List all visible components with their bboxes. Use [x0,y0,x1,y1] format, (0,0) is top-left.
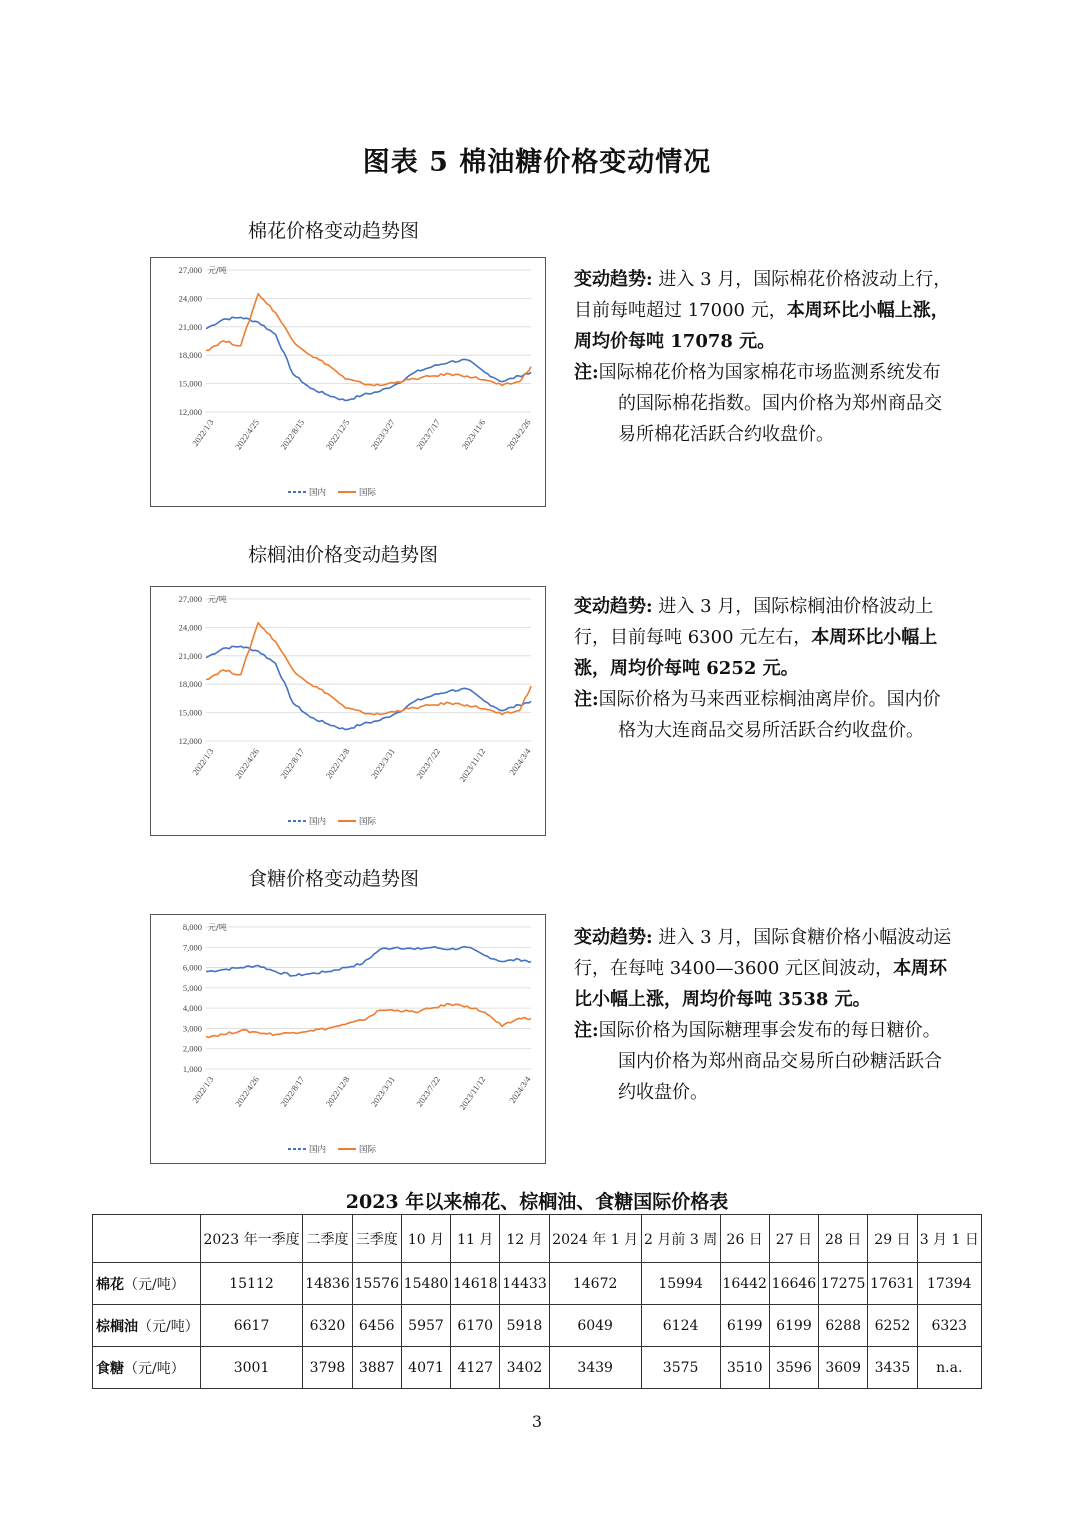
row-name: 食糖 [96,1360,124,1377]
sugar-note-text: 国际价格为国际糖理事会发布的每日糖价。国内价格为郑州商品交易所白砂糖活跃合约收盘价。 [598,1020,942,1103]
sugar-chart [150,914,546,1164]
table-title: 2023 年以来棉花、棕榈油、食糖国际价格表 [345,1191,729,1213]
table-header-cell: 29 日 [868,1215,917,1263]
table-cell: 5957 [401,1305,450,1347]
y-tick-label: 21,000 [178,650,202,661]
x-tick-label: 2022/1/3 [190,1074,216,1105]
series-line-domestic [206,646,531,729]
table-cell: 3798 [303,1347,352,1389]
palm-oil-description [574,591,952,746]
y-tick-label: 18,000 [178,679,202,690]
y-tick-label: 27,000 [178,265,202,275]
table-cell: 6199 [769,1305,818,1347]
table-header-cell: 2023 年一季度 [200,1215,303,1263]
table-cell: 6170 [451,1305,500,1347]
legend-label: 国际 [359,488,377,498]
sugar-trend-label: 变动趋势: [574,927,653,948]
table-cell: 14672 [549,1263,641,1305]
x-tick-label: 2022/4/25 [232,417,261,452]
table-header-row [93,1215,982,1263]
y-tick-label: 1,000 [182,1064,202,1074]
table-cell: 3575 [641,1347,720,1389]
series-line-international [206,1004,531,1038]
x-tick-label: 2022/12/8 [323,1074,352,1109]
y-tick-label: 24,000 [178,293,202,304]
x-tick-label: 2023/3/27 [368,417,397,452]
y-tick-label: 15,000 [178,707,202,718]
page-title: 图表 5 棉油糖价格变动情况 [362,147,712,178]
x-tick-label: 2022/12/8 [323,746,352,781]
x-tick-label: 2023/11/12 [457,746,488,784]
series-line-domestic [206,317,531,400]
legend-label: 国内 [309,488,327,498]
table-header-cell: 26 日 [720,1215,769,1263]
sugar-trend-bold: 本周环比小幅上涨，周均价每吨 3538 元。 [574,958,948,1010]
y-tick-label: 6,000 [182,962,202,973]
table-cell: 4071 [401,1347,450,1389]
price-table [92,1214,982,1389]
legend-label: 国内 [309,817,327,827]
cotton-chart-svg [151,258,545,506]
table-cell: 17394 [917,1263,981,1305]
cotton-trend-bold: 本周环比小幅上涨，周均价每吨 17078 元。 [574,300,949,352]
x-tick-label: 2022/8/17 [278,746,307,781]
y-tick-label: 21,000 [178,321,202,332]
table-cell: 15112 [200,1263,303,1305]
legend-label: 国际 [359,1145,377,1155]
table-cell: 3435 [868,1347,917,1389]
sugar-section-title: 食糖价格变动趋势图 [248,868,420,890]
cotton-note-label: 注: [574,362,599,383]
y-tick-label: 2,000 [182,1043,202,1054]
table-cell: 3439 [549,1347,641,1389]
table-cell: 6320 [303,1305,352,1347]
unit-label: 元/吨 [208,595,227,604]
palm-oil-section-title: 棕榈油价格变动趋势图 [248,544,439,566]
cotton-trend-text: 进入 3 月，国际棉花价格波动上行，目前每吨超过 17000 元， [574,269,952,321]
palm-oil-trend-text: 进入 3 月，国际棕榈油价格波动上行，目前每吨 6300 元左右， [574,596,934,648]
y-tick-label: 24,000 [178,622,202,633]
x-tick-label: 2022/1/3 [190,417,216,448]
table-header-cell: 27 日 [769,1215,818,1263]
cotton-section-title: 棉花价格变动趋势图 [248,220,420,242]
palm-oil-chart-svg [151,587,545,835]
y-tick-label: 3,000 [182,1023,202,1034]
row-label [93,1263,201,1305]
x-tick-label: 2024/3/4 [507,1074,533,1105]
table-header-cell: 二季度 [303,1215,352,1263]
x-tick-label: 2023/3/31 [368,1074,397,1109]
table-cell: 15994 [641,1263,720,1305]
y-tick-label: 4,000 [182,1003,202,1014]
cotton-note-text: 国际棉花价格为国家棉花市场监测系统发布的国际棉花指数。国内价格为郑州商品交易所棉花活跃合约收盘价。 [598,362,942,445]
sugar-chart-svg [151,915,545,1163]
table-cell: 4127 [451,1347,500,1389]
table-header-cell: 2 月前 3 周 [641,1215,720,1263]
x-tick-label: 2024/3/4 [507,746,533,777]
legend-label: 国际 [359,817,377,827]
y-tick-label: 18,000 [178,350,202,361]
y-tick-label: 8,000 [182,922,202,932]
series-line-international [206,294,531,386]
x-tick-label: 2022/4/26 [232,746,261,781]
cotton-chart [150,257,546,507]
table-cell: 3887 [352,1347,401,1389]
table-cell: n.a. [917,1347,981,1389]
table-row [93,1305,982,1347]
table-cell: 14433 [500,1263,549,1305]
table-header-cell: 三季度 [352,1215,401,1263]
x-tick-label: 2022/8/15 [278,417,307,452]
table-cell: 15480 [401,1263,450,1305]
palm-oil-trend-bold: 本周环比小幅上涨，周均价每吨 6252 元。 [574,627,938,679]
table-cell: 5918 [500,1305,549,1347]
row-name: 棉花 [96,1276,124,1293]
row-label [93,1305,201,1347]
x-tick-label: 2022/4/26 [232,1074,261,1109]
table-row [93,1263,982,1305]
sugar-note-label: 注: [574,1020,599,1041]
table-header-cell: 10 月 [401,1215,450,1263]
table-cell: 16646 [769,1263,818,1305]
palm-oil-note-text: 国际价格为马来西亚棕榈油离岸价。国内价格为大连商品交易所活跃合约收盘价。 [598,689,941,741]
legend-label: 国内 [309,1145,327,1155]
row-unit: （元/吨） [124,1360,185,1377]
table-cell: 6617 [200,1305,303,1347]
table-cell: 14836 [303,1263,352,1305]
x-tick-label: 2022/8/17 [278,1074,307,1109]
cotton-description [574,264,952,450]
y-tick-label: 5,000 [182,982,202,993]
palm-oil-chart [150,586,546,836]
x-tick-label: 2022/12/5 [323,417,352,452]
table-header-cell: 3 月 1 日 [917,1215,981,1263]
x-tick-label: 2023/7/17 [414,417,443,452]
table-cell: 6199 [720,1305,769,1347]
table-cell: 17631 [868,1263,917,1305]
x-tick-label: 2023/7/22 [414,1074,443,1109]
table-cell: 3609 [819,1347,868,1389]
table-cell: 14618 [451,1263,500,1305]
palm-oil-note-label: 注: [574,689,599,710]
row-name: 棕榈油 [96,1318,138,1335]
row-unit: （元/吨） [124,1276,185,1293]
table-cell: 6323 [917,1305,981,1347]
table-header-cell: 11 月 [451,1215,500,1263]
y-tick-label: 15,000 [178,378,202,389]
table-cell: 3596 [769,1347,818,1389]
x-tick-label: 2023/3/31 [368,746,397,781]
table-cell: 3402 [500,1347,549,1389]
table-row [93,1347,982,1389]
table-cell: 6124 [641,1305,720,1347]
table-cell: 17275 [819,1263,868,1305]
table-cell: 6288 [819,1305,868,1347]
unit-label: 元/吨 [208,266,227,275]
table-header-cell: 2024 年 1 月 [549,1215,641,1263]
x-tick-label: 2024/2/26 [504,417,533,452]
y-tick-label: 12,000 [178,736,202,746]
row-unit: （元/吨） [138,1318,199,1335]
page-number: 3 [531,1412,543,1431]
palm-oil-trend-label: 变动趋势: [574,596,653,617]
y-tick-label: 27,000 [178,594,202,604]
table-header-cell [93,1215,201,1263]
x-tick-label: 2023/11/12 [457,1074,488,1112]
cotton-trend-label: 变动趋势: [574,269,653,290]
table-header-cell: 12 月 [500,1215,549,1263]
table-cell: 6252 [868,1305,917,1347]
sugar-description [574,922,952,1108]
table-cell: 15576 [352,1263,401,1305]
table-cell: 6456 [352,1305,401,1347]
series-line-international [206,623,531,715]
table-cell: 6049 [549,1305,641,1347]
y-tick-label: 7,000 [182,942,202,953]
unit-label: 元/吨 [208,923,227,932]
y-tick-label: 12,000 [178,407,202,417]
x-tick-label: 2023/11/6 [459,417,488,452]
x-tick-label: 2022/1/3 [190,746,216,777]
sugar-trend-text: 进入 3 月，国际食糖价格小幅波动运行，在每吨 3400—3600 元区间波动， [574,927,952,979]
series-line-domestic [206,947,531,976]
table-cell: 16442 [720,1263,769,1305]
x-tick-label: 2023/7/22 [414,746,443,781]
table-cell: 3510 [720,1347,769,1389]
table-cell: 3001 [200,1347,303,1389]
table-header-cell: 28 日 [819,1215,868,1263]
row-label [93,1347,201,1389]
